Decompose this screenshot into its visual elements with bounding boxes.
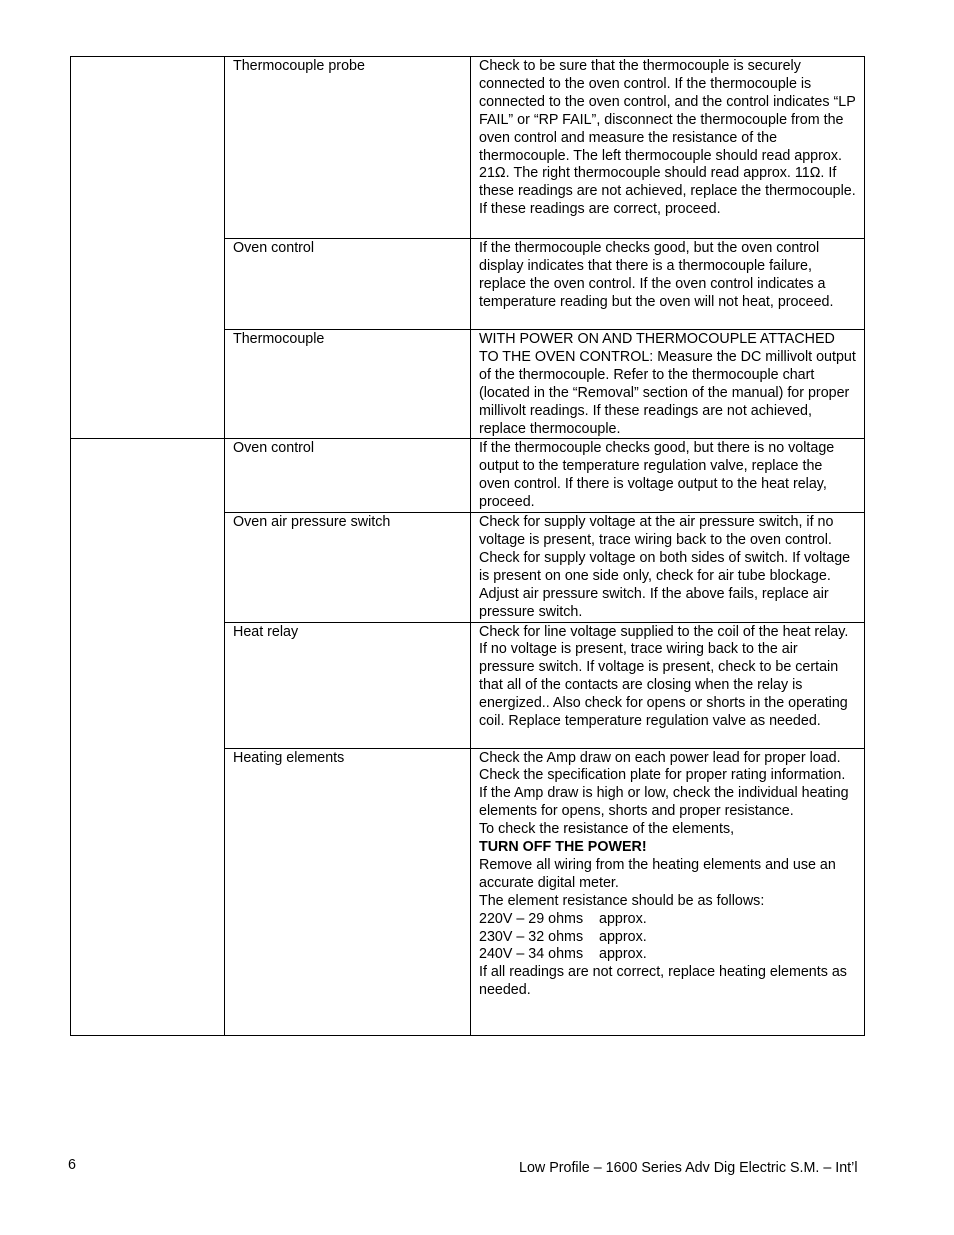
action-text: Check to be sure that the thermocouple is securely connected to the oven control. If the thermocouple is connected to the oven control, and the control indicates “LP FAIL” or “RP FAIL”, disconnect the thermocouple from the oven control and measure the resistance of the thermocouple. The left thermocouple should read approx. 21Ω. The right thermocouple should read approx. 11Ω. If these readings are not achieved, replace the thermocouple. If these readings are correct, proceed. <box>479 58 856 218</box>
action-text: WITH POWER ON AND THERMOCOUPLE ATTACHED TO THE OVEN CONTROL: Measure the DC millivolt output of the thermocouple. Refer to the thermocouple chart (located in the “Removal” section of the manual) for proper millivolt readings. If these readings are not achieved, replace thermocouple. <box>479 331 856 437</box>
symptom-cell <box>71 57 225 439</box>
action-cell <box>471 748 865 1035</box>
resistance-value: 220V – 29 ohms approx. <box>479 910 647 927</box>
table-row <box>71 439 865 513</box>
action-cell <box>471 330 865 439</box>
action-cell <box>471 439 865 513</box>
action-text: Check the Amp draw on each power lead for proper load. Check the specification plate for proper rating information. <box>479 749 846 784</box>
component-cell: Thermocouple probe <box>225 57 471 239</box>
component-cell: Oven air pressure switch <box>225 513 471 622</box>
action-text: Remove all wiring from the heating elements and use an accurate digital meter. <box>479 856 836 891</box>
component-cell: Heat relay <box>225 622 471 748</box>
component-cell: Heating elements <box>225 748 471 1035</box>
action-text: If the thermocouple checks good, but the oven control display indicates that there is a thermocouple failure, replace the oven control. If the oven control indicates a temperature reading but the oven will not heat, proceed. <box>479 240 834 310</box>
footer-title: Low Profile – 1600 Series Adv Dig Electric S.M. – Int’l <box>519 1160 858 1176</box>
action-text: Check for supply voltage at the air pressure switch, if no voltage is present, trace wiring back to the oven control. Check for supply voltage on both sides of switch. If voltage is present on one side only, check for air tube blockage. Adjust air pressure switch. If the above fails, replace air pressure switch. <box>479 514 851 620</box>
action-cell <box>471 57 865 239</box>
resistance-value: 240V – 34 ohms approx. <box>479 946 647 963</box>
warning-text: TURN OFF THE POWER! <box>479 839 647 856</box>
resistance-value: 230V – 32 ohms approx. <box>479 928 647 945</box>
table-row <box>71 57 865 239</box>
page-number: 6 <box>68 1157 76 1173</box>
component-cell: Thermocouple <box>225 330 471 439</box>
action-cell <box>471 622 865 748</box>
action-text: If the Amp draw is high or low, check the individual heating elements for opens, shorts and proper resistance. <box>479 785 849 820</box>
action-text: If the thermocouple checks good, but there is no voltage output to the temperature regulation valve, replace the oven control. If there is voltage output to the heat relay, proceed. <box>479 440 835 511</box>
action-text: Check for line voltage supplied to the coil of the heat relay. If no voltage is present, trace wiring back to the air pressure switch. If voltage is present, check to be certain that all of the contacts are closing when the relay is energized.. Also check for opens or shorts in the operating coil. Replace temperature regulation valve as needed. <box>479 623 849 730</box>
action-cell <box>471 239 865 330</box>
troubleshooting-table <box>70 56 865 1036</box>
action-text: The element resistance should be as follows: <box>479 892 765 909</box>
component-cell: Oven control <box>225 239 471 330</box>
symptom-cell <box>71 439 225 1035</box>
action-text: If all readings are not correct, replace heating elements as needed. <box>479 964 847 999</box>
component-cell: Oven control <box>225 439 471 513</box>
action-cell <box>471 513 865 622</box>
action-text: To check the resistance of the elements, <box>479 821 735 838</box>
